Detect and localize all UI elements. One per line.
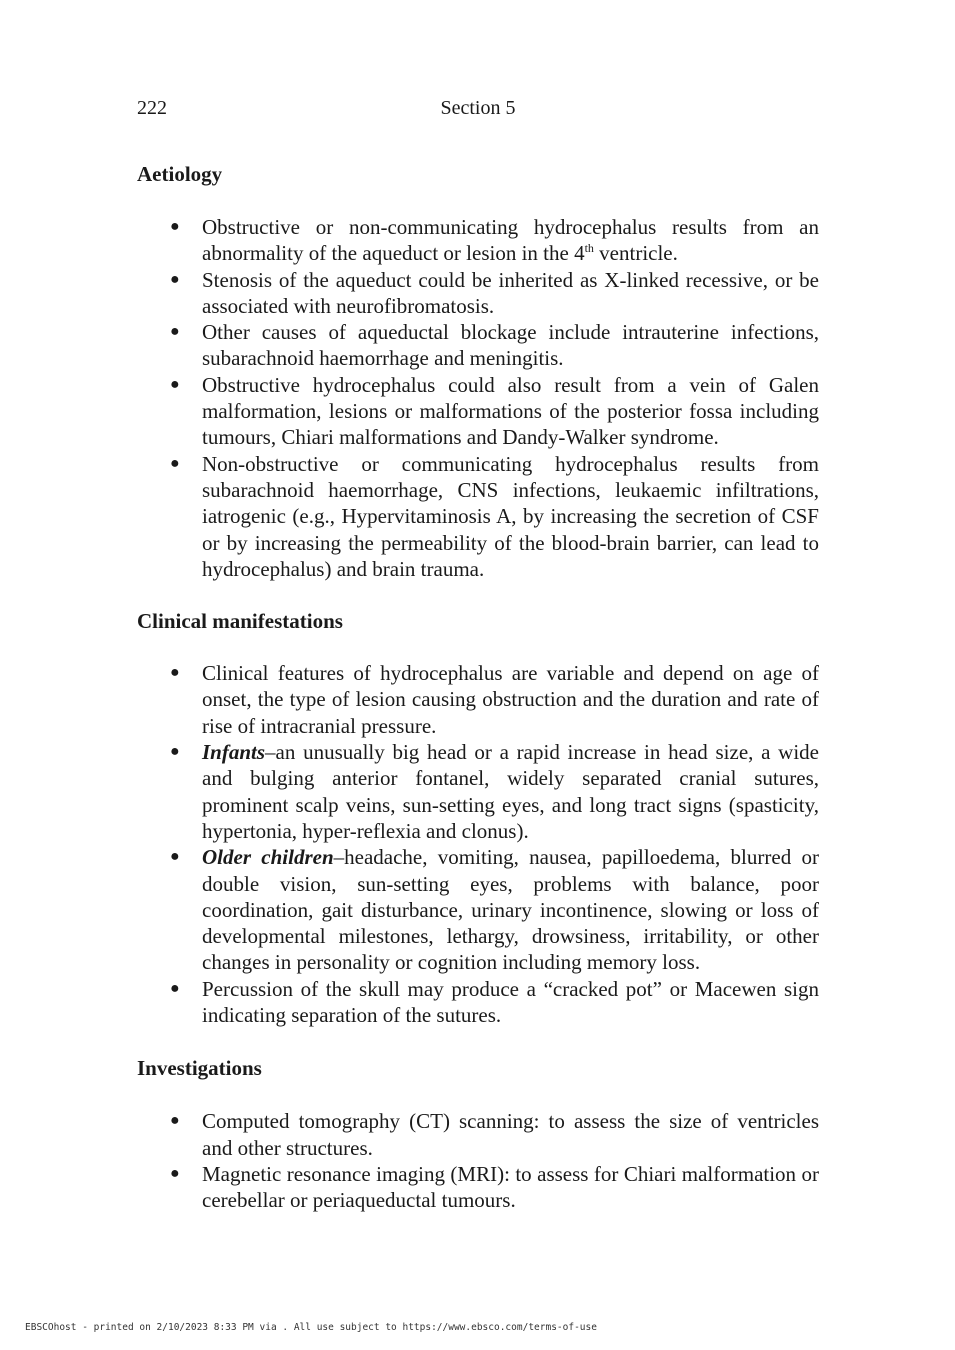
list-item: ● Infants–an unusually big head or a rapid increase in head size, a wide and bulging anterior fontanel, widely separated cranial sutures, prominent scalp veins, sun-setting eyes, and long tract signs (spasticity, hypertonia, hyper-reflexia and clonus). (170, 740, 819, 843)
section-heading: Aetiology (137, 162, 223, 186)
bullet-icon: ● (170, 375, 180, 393)
bullet-icon: ● (170, 218, 180, 235)
page-content (137, 161, 819, 1214)
list-item: ● Magnetic resonance imaging (MRI): to assess for Chiari malformation or cerebellar or periaqueductal tumours. (170, 1161, 819, 1213)
section-clinical-manifestations (137, 608, 819, 1028)
bullet-icon: ● (170, 323, 180, 341)
list-item: ● Non-obstructive or communicating hydrocephalus results from subarachnoid haemorrhage, CNS infections, leukaemic infiltrations, iatrogenic (e.g., Hypervitaminosis A, by increasing the secretion of CSF or by increasing the permeability of the blood-brain barrier, can lead to hydrocephalus) and brain trauma. (170, 451, 819, 581)
list-item: ● Older children–headache, vomiting, nausea, papilloedema, blurred or double vision, sun-setting eyes, problems with balance, poor coordination, gait disturbance, urinary incontinence, slowing or loss of developmental milestones, lethargy, drowsiness, irritability, or other changes in personality or cognition including memory loss. (170, 845, 819, 975)
print-footer: EBSCOhost - printed on 2/10/2023 8:33 PM via . All use subject to https://www.ebsco.com/terms-of-use (25, 1322, 597, 1333)
lead-term: Older children (202, 845, 334, 870)
list-item: ● Clinical features of hydrocephalus are variable and depend on age of onset, the type of lesion causing obstruction and the duration and rate of rise of intracranial pressure. (170, 661, 819, 738)
page-header (137, 97, 819, 121)
bullet-list (137, 214, 819, 582)
running-head: Section 5 (440, 97, 516, 119)
section-investigations (137, 1055, 819, 1213)
bullet-list (137, 660, 819, 1028)
bullet-icon: ● (170, 979, 180, 997)
lead-term: Infants (202, 740, 266, 765)
list-item: ● Computed tomography (CT) scanning: to assess the size of ventricles and other structures. (170, 1109, 819, 1160)
section-aetiology (137, 161, 819, 582)
section-heading: Clinical manifestations (137, 609, 343, 634)
bullet-icon: ● (170, 848, 180, 866)
list-item: ● Obstructive or non-communicating hydrocephalus results from an abnormality of the aqueduct or lesion in the 4th ventricle. (170, 215, 819, 266)
list-item: ● Obstructive hydrocephalus could also result from a vein of Galen malformation, lesions or malformations of the posterior fossa including tumours, Chiari malformations and Dandy-Walker syndrome. (170, 372, 819, 450)
page-number: 222 (137, 97, 167, 119)
bullet-icon: ● (170, 270, 180, 288)
list-item: ● Stenosis of the aqueduct could be inherited as X-linked recessive, or be associated with neurofibromatosis. (170, 267, 819, 318)
list-item: ● Other causes of aqueductal blockage include intrauterine infections, subarachnoid haemorrhage and meningitis. (170, 320, 819, 371)
list-item: ● Percussion of the skull may produce a “cracked pot” or Macewen sign indicating separation of the sutures. (170, 976, 819, 1028)
bullet-icon: ● (170, 454, 180, 472)
bullet-icon: ● (170, 743, 180, 761)
bullet-icon: ● (170, 664, 180, 682)
bullet-icon: ● (170, 1112, 180, 1130)
section-heading: Investigations (137, 1056, 262, 1081)
bullet-list (137, 1108, 819, 1213)
bullet-icon: ● (170, 1164, 180, 1182)
